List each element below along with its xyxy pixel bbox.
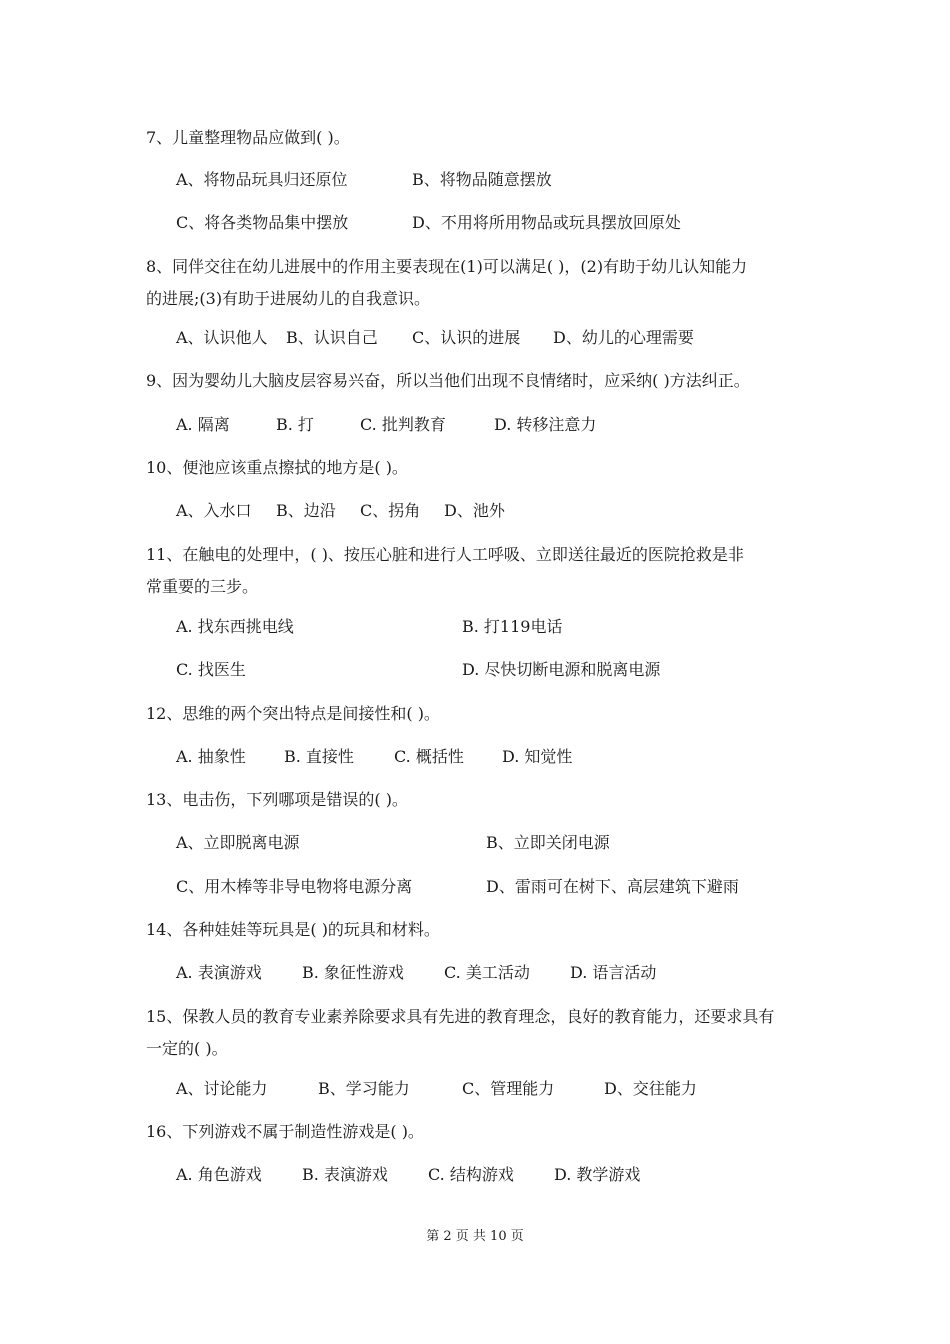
answer-option: B. 打119电话 xyxy=(462,617,563,636)
answer-option: B、立即关闭电源 xyxy=(486,833,610,852)
answer-option: B. 直接性 xyxy=(284,747,354,766)
answer-option: D、不用将所用物品或玩具摆放回原处 xyxy=(412,213,681,232)
answer-option: A. 抽象性 xyxy=(176,747,246,766)
answer-option: A、认识他人 xyxy=(176,328,268,347)
question-text-line: 常重要的三步。 xyxy=(146,577,259,596)
question-text-line: 9、因为婴幼儿大脑皮层容易兴奋，所以当他们出现不良情绪时，应采纳( )方法纠正。 xyxy=(146,371,750,390)
question-text-line: 10、便池应该重点擦拭的地方是( )。 xyxy=(146,458,408,477)
question-11-stem xyxy=(146,545,744,597)
question-7-stem xyxy=(146,128,350,148)
answer-option: D、交往能力 xyxy=(604,1079,697,1098)
answer-option: A. 找东西挑电线 xyxy=(176,617,294,636)
answer-option: D. 尽快切断电源和脱离电源 xyxy=(462,660,661,679)
question-10-stem xyxy=(146,458,408,478)
question-16-stem xyxy=(146,1122,424,1142)
answer-option: B. 象征性游戏 xyxy=(302,963,404,982)
answer-option: A. 表演游戏 xyxy=(176,963,262,982)
answer-option: C、将各类物品集中摆放 xyxy=(176,213,349,232)
answer-option: D、幼儿的心理需要 xyxy=(553,328,694,347)
answer-option: B、学习能力 xyxy=(318,1079,410,1098)
answer-option: C. 批判教育 xyxy=(360,415,446,434)
question-text-line: 14、各种娃娃等玩具是( )的玩具和材料。 xyxy=(146,920,440,939)
answer-option: D. 知觉性 xyxy=(502,747,573,766)
answer-option: C. 概括性 xyxy=(394,747,464,766)
answer-option: D、雷雨可在树下、高层建筑下避雨 xyxy=(486,877,739,896)
answer-option: A. 角色游戏 xyxy=(176,1165,262,1184)
answer-option: C、认识的进展 xyxy=(412,328,521,347)
question-text-line: 7、儿童整理物品应做到( )。 xyxy=(146,128,350,147)
question-8-stem xyxy=(146,257,747,309)
question-13-stem xyxy=(146,790,408,810)
answer-option: A. 隔离 xyxy=(176,415,230,434)
question-text-line: 12、思维的两个突出特点是间接性和( )。 xyxy=(146,704,440,723)
answer-option: D. 语言活动 xyxy=(570,963,657,982)
answer-option: A、将物品玩具归还原位 xyxy=(176,170,348,189)
answer-option: A、讨论能力 xyxy=(176,1079,268,1098)
answer-option: C、用木棒等非导电物将电源分离 xyxy=(176,877,413,896)
question-14-stem xyxy=(146,920,440,940)
question-text-line: 8、同伴交往在幼儿进展中的作用主要表现在(1)可以满足( )，(2)有助于幼儿认知能力 xyxy=(146,257,748,276)
answer-option: C. 找医生 xyxy=(176,660,246,679)
question-text-line: 一定的( )。 xyxy=(146,1039,228,1058)
question-text-line: 15、保教人员的教育专业素养除要求具有先进的教育理念，良好的教育能力，还要求具有 xyxy=(146,1007,775,1026)
answer-option: B、认识自己 xyxy=(286,328,378,347)
question-12-stem xyxy=(146,704,440,724)
question-15-stem xyxy=(146,1007,774,1059)
question-text-line: 的进展;(3)有助于进展幼儿的自我意识。 xyxy=(146,289,431,308)
answer-option: B、边沿 xyxy=(276,501,336,520)
answer-option: C、管理能力 xyxy=(462,1079,555,1098)
answer-option: C、拐角 xyxy=(360,501,421,520)
question-text-line: 13、电击伤，下列哪项是错误的( )。 xyxy=(146,790,408,809)
answer-option: D. 教学游戏 xyxy=(554,1165,641,1184)
answer-option: C. 美工活动 xyxy=(444,963,530,982)
answer-option: D. 转移注意力 xyxy=(494,415,597,434)
answer-option: A、立即脱离电源 xyxy=(176,833,300,852)
question-9-stem xyxy=(146,371,750,391)
answer-option: B、将物品随意摆放 xyxy=(412,170,552,189)
answer-option: A、入水口 xyxy=(176,501,252,520)
answer-option: B. 打 xyxy=(276,415,314,434)
question-text-line: 16、下列游戏不属于制造性游戏是( )。 xyxy=(146,1122,424,1141)
answer-option: C. 结构游戏 xyxy=(428,1165,514,1184)
answer-option: B. 表演游戏 xyxy=(302,1165,388,1184)
page-footer: 第 2 页 共 10 页 xyxy=(426,1229,524,1244)
answer-option: D、池外 xyxy=(444,501,505,520)
question-text-line: 11、在触电的处理中，( )、按压心脏和进行人工呼吸、立即送往最近的医院抢救是非 xyxy=(146,545,744,564)
